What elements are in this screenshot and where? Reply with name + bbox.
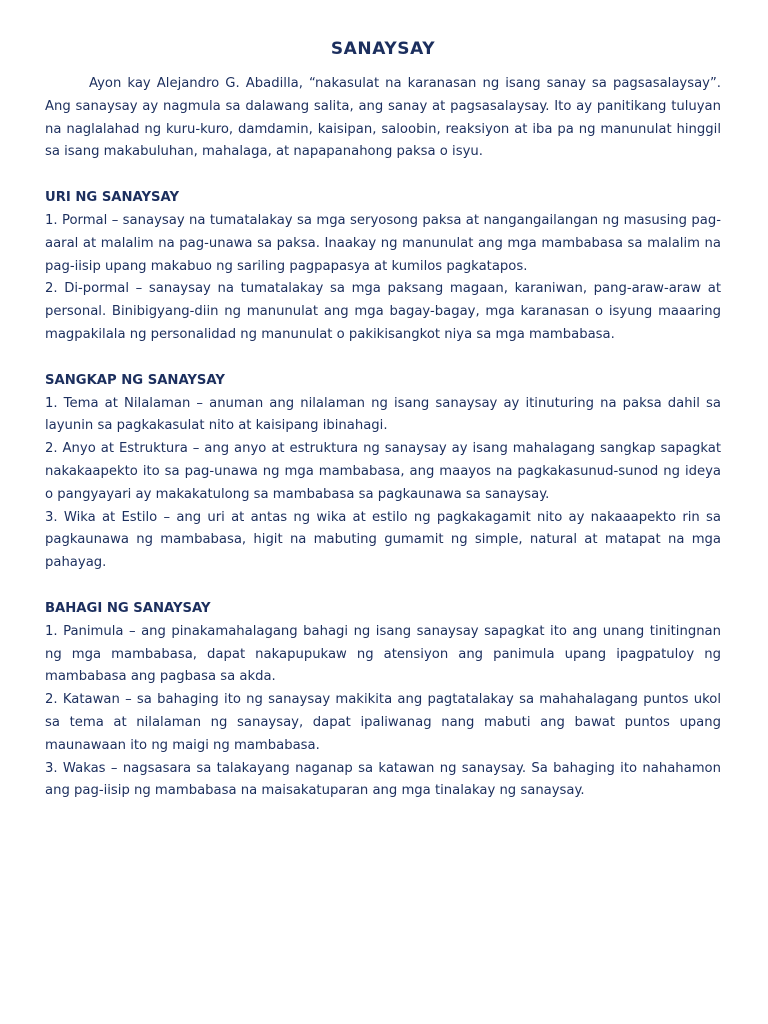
list-item: 2. Anyo at Estruktura – ang anyo at estruktura ng sanaysay ay isang mahalagang sangkap sapagkat nakakaapekto ito sa pag-unawa ng mga mambabasa, ang maayos na pagkakasunud-sunod ng ideya o pangyayari ay makakatulong sa mambabasa sa pagkaunawa sa sanaysay. xyxy=(45,441,721,502)
list-item: 3. Wakas – nagsasara sa talakayang naganap sa katawan ng sanaysay. Sa bahaging ito nahahamon ang pag-iisip ng mambabasa na maisakatuparan ang mga tinalakay ng sanaysay. xyxy=(45,760,721,799)
list-item: 2. Di-pormal – sanaysay na tumatalakay sa mga paksang magaan, karaniwan, pang-araw-araw at personal. Binibigyang-diin ng manunulat ang mga bagay-bagay, mga karanasan o isyung maaaring magpakilala ng personalidad ng manunulat o pakikisangkot niya sa mga mambabasa. xyxy=(45,281,721,342)
section-uri xyxy=(45,187,721,347)
list-item: 3. Wika at Estilo – ang uri at antas ng wika at estilo ng pagkakagamit nito ay nakaaapekto rin sa pagkaunawa ng mambabasa, higit na mabuting gumamit ng simple, natural at matapat na mga pahayag. xyxy=(45,509,721,571)
list-item: 1. Pormal – sanaysay na tumatalakay sa mga seryosong paksa at nangangailangan ng masusing pag-aaral at malalim na pag-unawa sa paksa. Inaakay ng manunulat ang mga mambabasa sa malalim na pag-iisip upang makabuo ng sariling pagpapasya at kumilos pagkatapos. xyxy=(45,212,721,274)
list-item: 2. Katawan – sa bahaging ito ng sanaysay makikita ang pagtatalakay sa mahahalagang puntos ukol sa tema at nilalaman ng sanaysay, dapat ipaliwanag nang mabuti ang bawat puntos upang maunawaan ito ng maigi ng mambabasa. xyxy=(45,692,721,753)
document-page xyxy=(45,38,721,803)
intro-paragraph: Ayon kay Alejandro G. Abadilla, “nakasulat na karanasan ng isang sanay sa pagsasalaysay”. Ang sanaysay ay nagmula sa dalawang salita, ang sanay at pagsasalaysay. Ito ay panitikang tuluyan na naglalahad ng kuru-kuro, damdamin, kaisipan, saloobin, reaksiyon at iba pa ng manunulat hinggil sa isang makabuluhan, mahalaga, at napapanahong paksa o isyu. xyxy=(45,76,721,160)
section-heading-bahagi: BAHAGI NG SANAYSAY xyxy=(45,600,211,616)
section-heading-sangkap: SANGKAP NG SANAYSAY xyxy=(45,372,225,388)
list-item: 1. Tema at Nilalaman – anuman ang nilalaman ng isang sanaysay ay itinuturing na paksa dahil sa layunin sa pagkakasulat nito at kaisipang ibinahagi. xyxy=(45,395,721,434)
section-heading-uri: URI NG SANAYSAY xyxy=(45,190,180,206)
section-sangkap xyxy=(45,370,721,575)
section-bahagi xyxy=(45,598,721,803)
list-item: 1. Panimula – ang pinakamahalagang bahagi ng isang sanaysay sapagkat ito ang unang tinitingnan ng mga mambabasa, dapat nakapupukaw ng atensiyon ang panimula upang ipagpatuloy ng mambabasa ang pagbasa sa akda. xyxy=(45,623,721,685)
document-title: SANAYSAY xyxy=(330,39,436,59)
